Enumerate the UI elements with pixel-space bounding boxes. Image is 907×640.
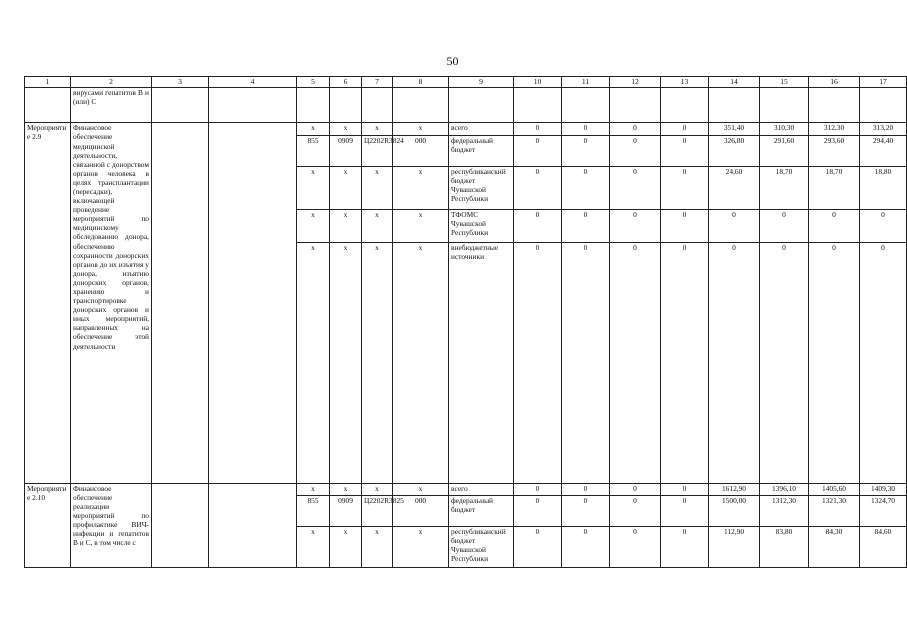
value-col-16: 293,60	[809, 135, 860, 166]
target-article-code: x	[362, 483, 393, 495]
header-col-2: 2	[71, 77, 152, 88]
header-col-4: 4	[209, 77, 297, 88]
value-col-11: 0	[562, 123, 610, 135]
value-col-17: 1324,70	[860, 495, 907, 526]
header-col-1: 1	[25, 77, 71, 88]
value-col-16: 1405,60	[809, 483, 860, 495]
value-col-13: 0	[661, 209, 709, 242]
value-col-11: 0	[562, 483, 610, 495]
value-col-14: 1500,00	[709, 495, 760, 526]
header-col-10: 10	[514, 77, 562, 88]
value-col-16: 18,70	[809, 166, 860, 209]
value-col-15: 0	[760, 242, 809, 483]
value-col-10: 0	[514, 166, 562, 209]
value-col-13: 0	[661, 526, 709, 567]
value-col-11: 0	[562, 495, 610, 526]
co-executor-col	[209, 123, 297, 483]
header-col-15: 15	[760, 77, 809, 88]
funding-row	[25, 123, 907, 135]
target-article-code: x	[362, 166, 393, 209]
value-col-17: 294,40	[860, 135, 907, 166]
value-col-16: 1321,30	[809, 495, 860, 526]
value-col-14: 0	[709, 209, 760, 242]
value-col-10: 0	[514, 242, 562, 483]
measure-name: Финансовое обеспечение медицинской деятельности, связанной с донорством органов человека в целях трансплантации (пересадки), включающей проведение мероприятий по медицинскому обследованию донора, обеспечению сохранности донорских органов до их изъятия у донора, изъятию донорских органов, хранению и транспортировке донорских органов и иных мероприятий, направленных на обеспечение этой деятельности	[71, 123, 152, 483]
measure-name: Финансовое обеспечение реализации мероприятий по профилактике ВИЧ-инфекции и гепатитов В и С, в том числе с	[71, 483, 152, 567]
section-code: x	[330, 242, 362, 483]
responsible-col	[152, 483, 209, 567]
funding-source: федеральный бюджет	[449, 135, 514, 166]
value-col-10: 0	[514, 123, 562, 135]
section-code: x	[330, 526, 362, 567]
expense-type-code: x	[393, 166, 449, 209]
header-col-12: 12	[610, 77, 661, 88]
carry-name-cell: вирусами гепатитов В и (или) С	[71, 88, 152, 123]
value-col-10: 0	[514, 495, 562, 526]
value-col-15: 0	[760, 209, 809, 242]
funding-row	[25, 483, 907, 495]
value-col-12: 0	[610, 209, 661, 242]
section-code: 0909	[330, 135, 362, 166]
value-col-15: 83,80	[760, 526, 809, 567]
funding-source: республиканский бюджет Чувашской Республики	[449, 166, 514, 209]
measure-2-9-group	[25, 123, 907, 483]
expense-type-code: x	[393, 209, 449, 242]
expense-type-code: x	[393, 123, 449, 135]
value-col-11: 0	[562, 209, 610, 242]
value-col-17: 0	[860, 242, 907, 483]
section-code: x	[330, 483, 362, 495]
value-col-15: 18,70	[760, 166, 809, 209]
grbs-code: x	[297, 123, 330, 135]
value-col-11: 0	[562, 166, 610, 209]
value-col-14: 1612,90	[709, 483, 760, 495]
value-col-10: 0	[514, 135, 562, 166]
value-col-13: 0	[661, 242, 709, 483]
grbs-code: x	[297, 526, 330, 567]
co-executor-col	[209, 483, 297, 567]
value-col-16: 0	[809, 242, 860, 483]
header-col-5: 5	[297, 77, 330, 88]
value-col-14: 112,90	[709, 526, 760, 567]
value-col-17: 18,80	[860, 166, 907, 209]
value-col-15: 291,60	[760, 135, 809, 166]
value-col-16: 0	[809, 209, 860, 242]
funding-source: ТФОМС Чувашской Республики	[449, 209, 514, 242]
target-article-code: Ц2202R3824	[362, 135, 393, 166]
value-col-12: 0	[610, 483, 661, 495]
value-col-17: 84,60	[860, 526, 907, 567]
funding-source: всего	[449, 483, 514, 495]
grbs-code: x	[297, 483, 330, 495]
header-col-14: 14	[709, 77, 760, 88]
target-article-code: Ц2202R3825	[362, 495, 393, 526]
value-col-15: 1396,10	[760, 483, 809, 495]
section-code: 0909	[330, 495, 362, 526]
header-col-8: 8	[393, 77, 449, 88]
budget-table	[24, 76, 907, 568]
measure-label: Мероприятие 2.10	[25, 483, 71, 567]
grbs-code: 855	[297, 495, 330, 526]
measure-label: Мероприятие 2.9	[25, 123, 71, 483]
header-col-17: 17	[860, 77, 907, 88]
value-col-13: 0	[661, 483, 709, 495]
section-code: x	[330, 123, 362, 135]
header-col-7: 7	[362, 77, 393, 88]
value-col-10: 0	[514, 209, 562, 242]
header-col-9: 9	[449, 77, 514, 88]
value-col-14: 24,60	[709, 166, 760, 209]
value-col-11: 0	[562, 526, 610, 567]
value-col-14: 0	[709, 242, 760, 483]
target-article-code: x	[362, 209, 393, 242]
page-number: 50	[446, 54, 459, 68]
measure-2-10-group	[25, 483, 907, 567]
value-col-16: 84,30	[809, 526, 860, 567]
value-col-15: 310,30	[760, 123, 809, 135]
target-article-code: x	[362, 123, 393, 135]
expense-type-code: x	[393, 483, 449, 495]
grbs-code: 855	[297, 135, 330, 166]
value-col-12: 0	[610, 495, 661, 526]
value-col-17: 1409,30	[860, 483, 907, 495]
value-col-10: 0	[514, 526, 562, 567]
grbs-code: x	[297, 242, 330, 483]
value-col-13: 0	[661, 495, 709, 526]
header-col-11: 11	[562, 77, 610, 88]
value-col-11: 0	[562, 135, 610, 166]
value-col-17: 0	[860, 209, 907, 242]
header-row	[25, 77, 907, 88]
expense-type-code: x	[393, 242, 449, 483]
grbs-code: x	[297, 166, 330, 209]
value-col-13: 0	[661, 166, 709, 209]
value-col-11: 0	[562, 242, 610, 483]
responsible-col	[152, 123, 209, 483]
funding-source: внебюджетные источники	[449, 242, 514, 483]
value-col-15: 1312,30	[760, 495, 809, 526]
carry-row	[25, 88, 907, 123]
section-code: x	[330, 209, 362, 242]
value-col-12: 0	[610, 166, 661, 209]
funding-source: республиканский бюджет Чувашской Республики	[449, 526, 514, 567]
expense-type-code: 000	[393, 135, 449, 166]
grbs-code: x	[297, 209, 330, 242]
value-col-16: 312,30	[809, 123, 860, 135]
value-col-12: 0	[610, 526, 661, 567]
value-col-13: 0	[661, 135, 709, 166]
header-col-16: 16	[809, 77, 860, 88]
value-col-10: 0	[514, 483, 562, 495]
section-code: x	[330, 166, 362, 209]
funding-source: федеральный бюджет	[449, 495, 514, 526]
header-col-6: 6	[330, 77, 362, 88]
header-col-13: 13	[661, 77, 709, 88]
funding-source: всего	[449, 123, 514, 135]
expense-type-code: x	[393, 526, 449, 567]
target-article-code: x	[362, 242, 393, 483]
value-col-12: 0	[610, 242, 661, 483]
value-col-12: 0	[610, 123, 661, 135]
value-col-13: 0	[661, 123, 709, 135]
value-col-17: 313,20	[860, 123, 907, 135]
expense-type-code: 000	[393, 495, 449, 526]
value-col-12: 0	[610, 135, 661, 166]
value-col-14: 351,40	[709, 123, 760, 135]
value-col-14: 326,80	[709, 135, 760, 166]
target-article-code: x	[362, 526, 393, 567]
header-col-3: 3	[152, 77, 209, 88]
